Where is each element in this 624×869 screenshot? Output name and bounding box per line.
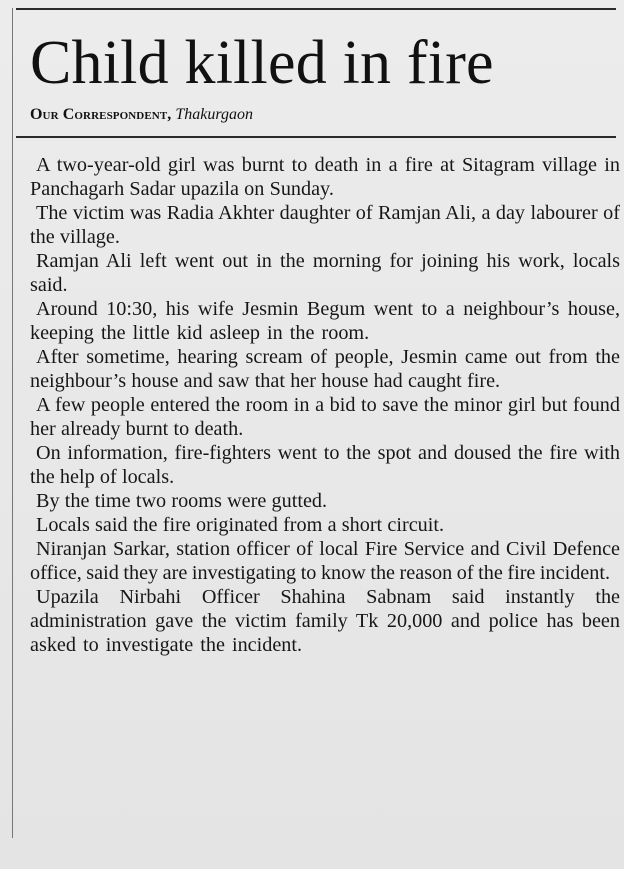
paragraph-7: On information, fire-fighters went to the spot and doused the fire with the help of locals. bbox=[30, 442, 620, 488]
column-rule bbox=[12, 8, 13, 838]
paragraph-3: Ramjan Ali left went out in the morning for joining his work, locals said. bbox=[30, 250, 620, 296]
header-rule bbox=[16, 136, 616, 138]
paragraph-6: A few people entered the room in a bid to save the minor girl but found her already burnt to death. bbox=[30, 394, 620, 440]
paragraph-11: Upazila Nirbahi Officer Shahina Sabnam said instantly the administration gave the victim family Tk 20,000 and police has been asked to investigate the incident. bbox=[30, 586, 620, 656]
top-rule bbox=[16, 8, 616, 10]
paragraph-10: Niranjan Sarkar, station officer of local Fire Service and Civil Defence office, said they are investigating to know the reason of the fire incident. bbox=[30, 538, 620, 584]
paragraph-2: The victim was Radia Akhter daughter of Ramjan Ali, a day labourer of the village. bbox=[30, 202, 620, 248]
paragraph-9: Locals said the fire originated from a short circuit. bbox=[36, 514, 445, 536]
byline bbox=[30, 106, 253, 124]
paragraph-5: After sometime, hearing scream of people, Jesmin came out from the neighbour’s house and saw that her house had caught fire. bbox=[30, 346, 620, 392]
byline-place: Thakurgaon bbox=[175, 106, 254, 123]
article-body bbox=[30, 153, 620, 657]
headline: Child killed in fire bbox=[30, 29, 494, 97]
paragraph-8: By the time two rooms were gutted. bbox=[36, 490, 328, 512]
paragraph-1: A two-year-old girl was burnt to death in a fire at Sitagram village in Panchagarh Sadar upazila on Sunday. bbox=[30, 154, 620, 200]
paragraph-4: Around 10:30, his wife Jesmin Begum went to a neighbour’s house, keeping the little kid asleep in the room. bbox=[30, 298, 620, 344]
byline-name: Our Correspondent, bbox=[30, 106, 172, 123]
